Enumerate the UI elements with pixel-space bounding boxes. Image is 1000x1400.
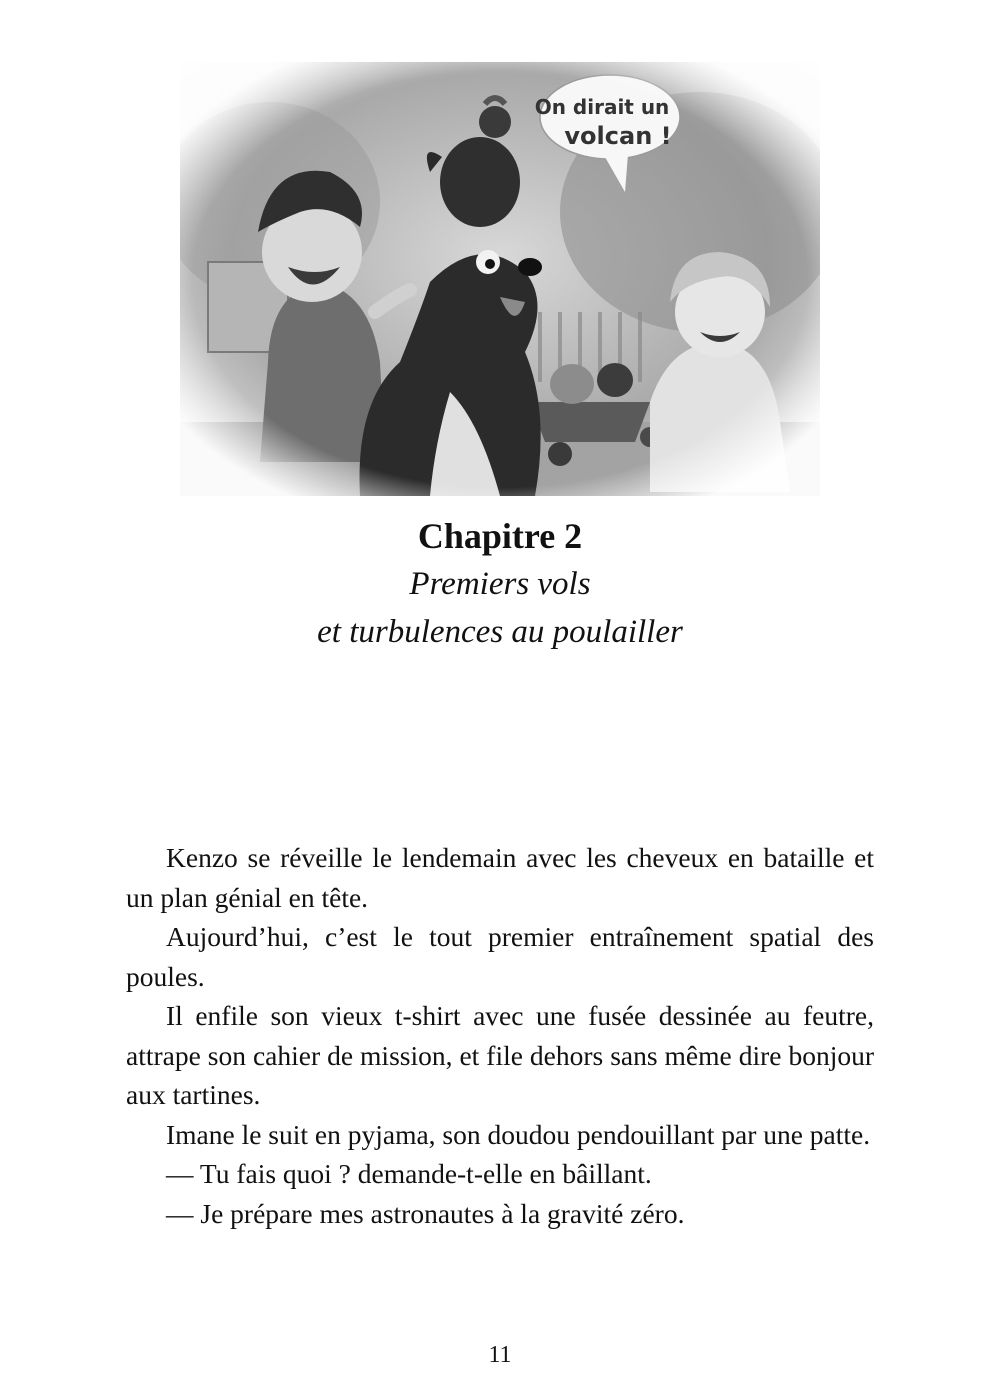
- paragraph: Kenzo se réveille le lendemain avec les cheveux en bataille et un plan génial en tête.: [126, 842, 874, 913]
- page-number: 11: [488, 1342, 512, 1368]
- paragraph: Aujourd’hui, c’est le tout premier entraînement spatial des poules.: [126, 921, 874, 992]
- paragraph: Imane le suit en pyjama, son doudou pendouillant par une patte.: [166, 1118, 871, 1150]
- chapter-illustration: [180, 62, 820, 496]
- chapter-subtitle-line1: Premiers vols: [409, 566, 591, 602]
- chapter-subtitle-line2: et turbulences au poulailler: [317, 614, 683, 650]
- chapter-body-text: [126, 838, 874, 1233]
- chapter-title: Chapitre 2: [417, 516, 583, 556]
- chapter-heading: [0, 512, 1000, 656]
- dialogue-line: — Je prépare mes astronautes à la gravité zéro.: [166, 1197, 685, 1229]
- dialogue-line: — Tu fais quoi ? demande-t-elle en bâillant.: [166, 1158, 652, 1189]
- paragraph: Il enfile son vieux t-shirt avec une fusée dessinée au feutre, attrape son cahier de mission, et file dehors sans même dire bonjour aux tartines.: [126, 1000, 874, 1110]
